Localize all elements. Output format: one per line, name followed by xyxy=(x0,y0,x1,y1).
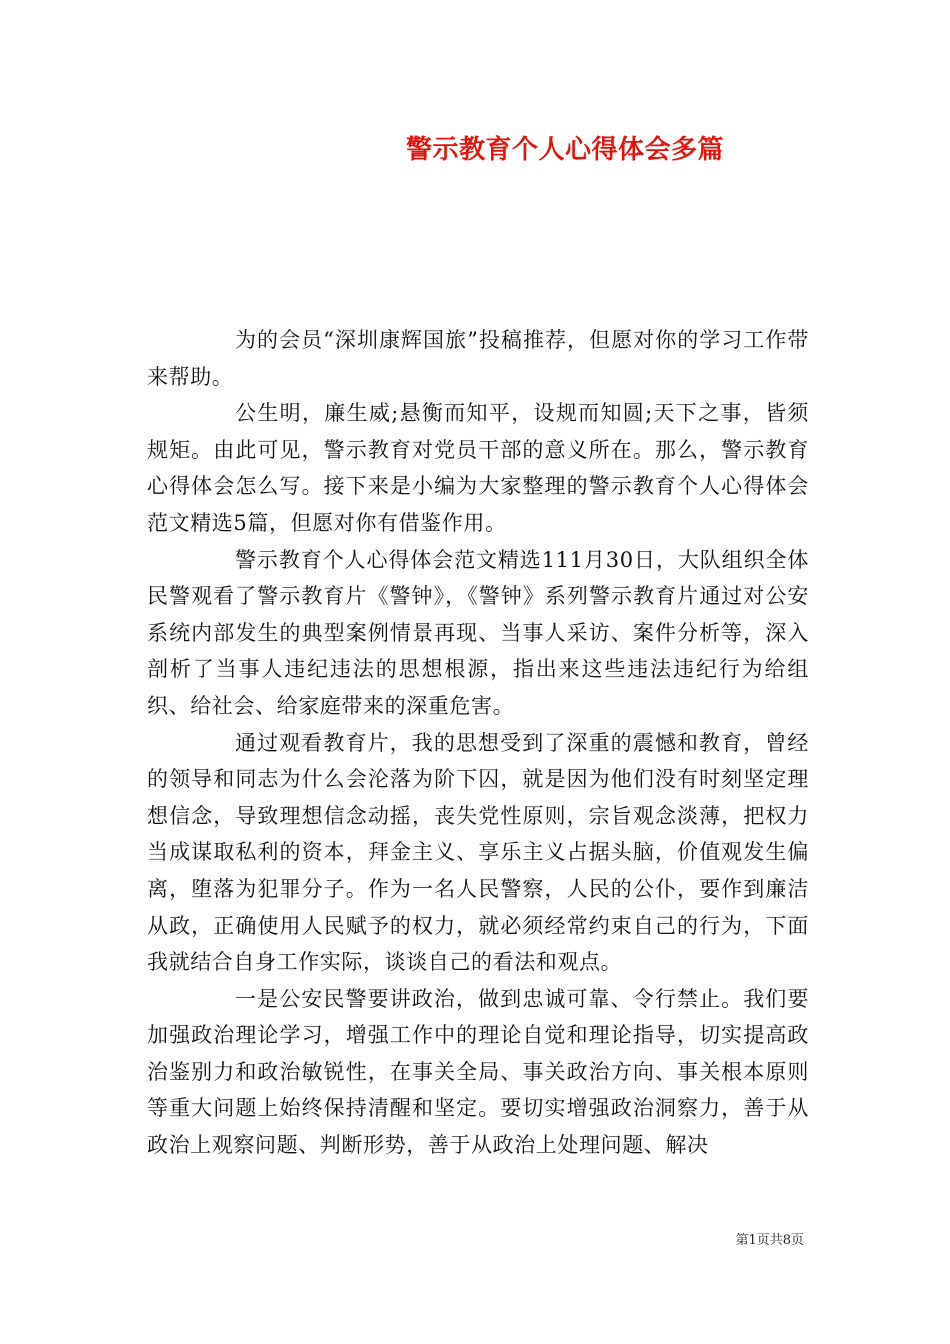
paragraph-5: 一是公安民警要讲政治，做到忠诚可靠、令行禁止。我们要加强政治理论学习，增强工作中的理论自觉和理论指导，切实提高政治鉴别力和政治敏锐性，在事关全局、事关政治方向、事关根本原则等重大问题上始终保持清醒和坚定。要切实增强政治洞察力，善于从政治上观察问题、判断形势，善于从政治上处理问题、解决 xyxy=(147,986,809,1158)
document-title: 警示教育个人心得体会多篇 xyxy=(405,135,724,165)
paragraph-intro: 为的会员“深圳康辉国旅”投稿推荐，但愿对你的学习工作带来帮助。 xyxy=(147,328,809,389)
paragraph-4: 通过观看教育片，我的思想受到了深重的震憾和教育，曾经的领导和同志为什么会沦落为阶下囚，就是因为他们没有时刻坚定理想信念，导致理想信念动摇，丧失党性原则，宗旨观念淡薄，把权力当成谋取私利的资本，拜金主义、享乐主义占据头脑，价值观发生偏离，堕落为犯罪分子。作为一名人民警察，人民的公仆，要作到廉洁从政，正确使用人民赋予的权力，就必须经常约束自己的行为，下面我就结合自身工作实际，谈谈自己的看法和观点。 xyxy=(147,730,809,975)
paragraph-2: 公生明，廉生威;悬衡而知平，设规而知圆;天下之事，皆须规矩。由此可见，警示教育对党员干部的意义所在。那么，警示教育心得体会怎么写。接下来是小编为大家整理的警示教育个人心得体会范文精选5篇，但愿对你有借鉴作用。 xyxy=(147,401,809,535)
paragraph-3: 警示教育个人心得体会范文精选111月30日，大队组织全体民警观看了警示教育片《警钟》，《警钟》系列警示教育片通过对公安系统内部发生的典型案例情景再现、当事人采访、案件分析等，深入剖析了当事人违纪违法的思想根源，指出来这些违法违纪行为给组织、给社会、给家庭带来的深重危害。 xyxy=(147,547,809,718)
page-number-footer: 第1页共8页 xyxy=(735,1233,804,1248)
document-body xyxy=(147,322,809,1164)
